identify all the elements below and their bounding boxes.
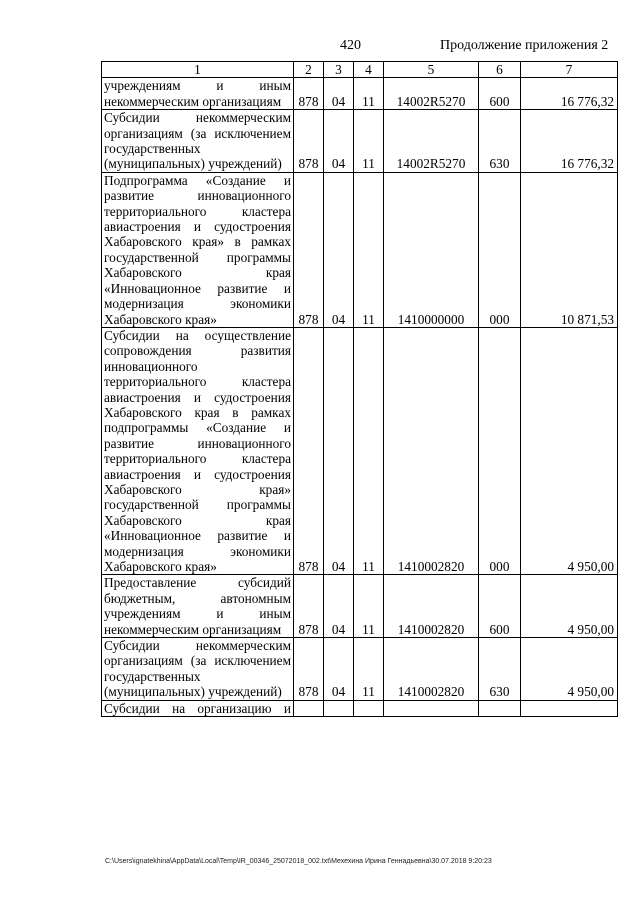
row-section: 04 bbox=[324, 78, 354, 110]
row-section: 04 bbox=[324, 575, 354, 638]
row-amount: 4 950,00 bbox=[521, 638, 618, 701]
row-code: 878 bbox=[294, 172, 324, 327]
row-subsection: 11 bbox=[354, 638, 384, 701]
row-code: 878 bbox=[294, 78, 324, 110]
row-name: Предоставление субсидий бюджетным, автономным учреждениям и иным некоммерческим организациям bbox=[102, 575, 294, 638]
row-amount: 16 776,32 bbox=[521, 78, 618, 110]
row-target: 1410002820 bbox=[384, 638, 479, 701]
table-row bbox=[102, 172, 618, 327]
row-code: 878 bbox=[294, 327, 324, 575]
row-target: 1410002820 bbox=[384, 575, 479, 638]
table-row bbox=[102, 575, 618, 638]
row-section: 04 bbox=[324, 110, 354, 173]
column-header: 3 bbox=[324, 62, 354, 78]
row-type: 600 bbox=[479, 78, 521, 110]
row-amount: 4 950,00 bbox=[521, 575, 618, 638]
row-target: 1410000000 bbox=[384, 172, 479, 327]
table-header-row bbox=[102, 62, 618, 78]
row-type bbox=[479, 700, 521, 716]
column-header: 7 bbox=[521, 62, 618, 78]
row-section bbox=[324, 700, 354, 716]
row-name: Субсидии некоммерческим организациям (за исключением государственных (муниципальных) учреждений) bbox=[102, 110, 294, 173]
column-header: 2 bbox=[294, 62, 324, 78]
file-path-footer: C:\Users\ignatekhina\AppData\Local\Temp\IR_00346_25072018_002.txt\Мехехина Ирина Геннадьевна\30.07.2018 9:20:23 bbox=[105, 858, 492, 865]
budget-table bbox=[101, 61, 618, 717]
table-row bbox=[102, 700, 618, 716]
row-section: 04 bbox=[324, 327, 354, 575]
row-name: Субсидии на организацию и bbox=[102, 700, 294, 716]
column-header: 5 bbox=[384, 62, 479, 78]
row-type: 000 bbox=[479, 172, 521, 327]
row-subsection: 11 bbox=[354, 172, 384, 327]
table-row bbox=[102, 327, 618, 575]
row-amount: 16 776,32 bbox=[521, 110, 618, 173]
row-subsection bbox=[354, 700, 384, 716]
row-target bbox=[384, 700, 479, 716]
row-type: 600 bbox=[479, 575, 521, 638]
row-name: Субсидии на осуществление сопровождения развития инновационного территориального кластера авиастроения и судостроения Хабаровского края в рамках подпрограммы «Создание и развитие инновационного территориального кластера авиастроения и судостроения Хабаровского края» государственной программы Хабаровского края «Инновационное развитие и модернизация экономики Хабаровского края» bbox=[102, 327, 294, 575]
row-amount: 4 950,00 bbox=[521, 327, 618, 575]
row-target: 1410002820 bbox=[384, 327, 479, 575]
row-target: 14002R5270 bbox=[384, 110, 479, 173]
page-number: 420 bbox=[340, 38, 361, 53]
column-header: 6 bbox=[479, 62, 521, 78]
row-amount bbox=[521, 700, 618, 716]
row-type: 630 bbox=[479, 638, 521, 701]
continuation-label: Продолжение приложения 2 bbox=[440, 38, 609, 53]
table-row bbox=[102, 78, 618, 110]
row-subsection: 11 bbox=[354, 78, 384, 110]
table-row bbox=[102, 110, 618, 173]
row-name: Субсидии некоммерческим организациям (за исключением государственных (муниципальных) учреждений) bbox=[102, 638, 294, 701]
row-name: учреждениям и иным некоммерческим организациям bbox=[102, 78, 294, 110]
row-type: 630 bbox=[479, 110, 521, 173]
column-header: 4 bbox=[354, 62, 384, 78]
row-code: 878 bbox=[294, 575, 324, 638]
row-section: 04 bbox=[324, 172, 354, 327]
table-row bbox=[102, 638, 618, 701]
row-target: 14002R5270 bbox=[384, 78, 479, 110]
row-type: 000 bbox=[479, 327, 521, 575]
row-subsection: 11 bbox=[354, 327, 384, 575]
row-code: 878 bbox=[294, 638, 324, 701]
row-subsection: 11 bbox=[354, 110, 384, 173]
row-amount: 10 871,53 bbox=[521, 172, 618, 327]
row-subsection: 11 bbox=[354, 575, 384, 638]
row-name: Подпрограмма «Создание и развитие инновационного территориального кластера авиастроения и судостроения Хабаровского края» в рамках государственной программы Хабаровского края «Инновационное развитие и модернизация экономики Хабаровского края» bbox=[102, 172, 294, 327]
row-code bbox=[294, 700, 324, 716]
row-section: 04 bbox=[324, 638, 354, 701]
column-header: 1 bbox=[102, 62, 294, 78]
row-code: 878 bbox=[294, 110, 324, 173]
